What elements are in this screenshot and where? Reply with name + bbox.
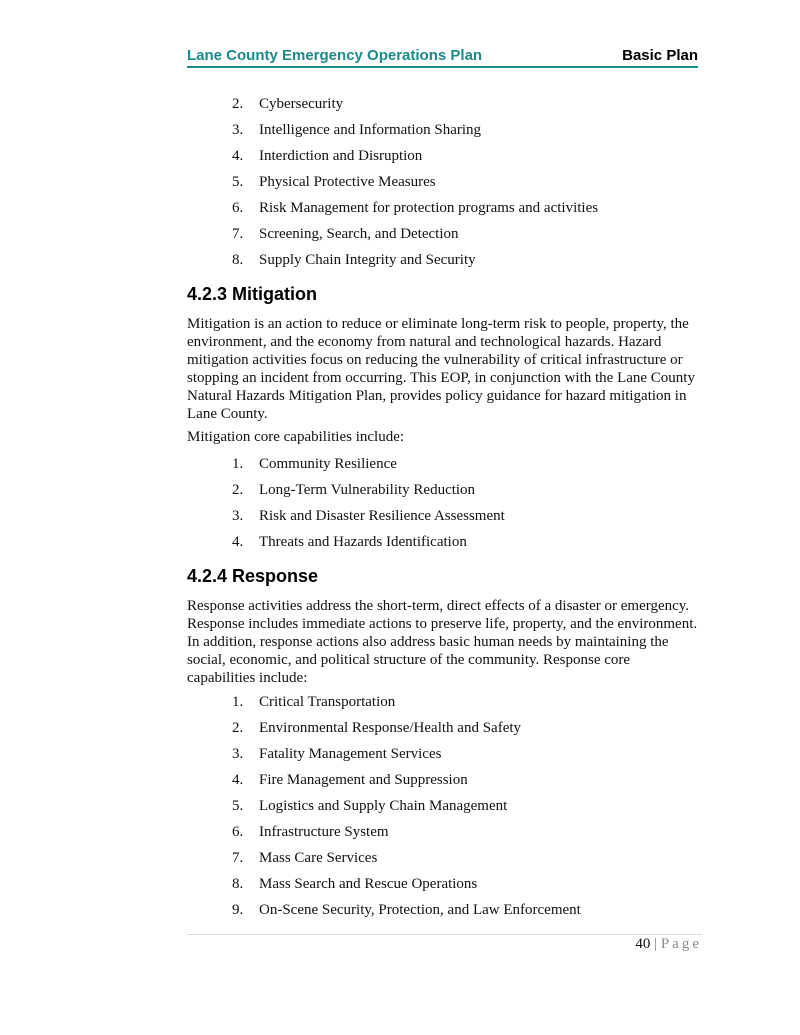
mitigation-paragraph: Mitigation is an action to reduce or eliminate long-term risk to people, property, the environment, and the economy from natural and technological hazards. Hazard mitigation activities focus on reducing the vulnerability of critical infrastructure or stopping an incident from occurring. This EOP, in conjunction with the Lane County Natural Hazards Mitigation Plan, provides policy guidance for hazard mitigation in Lane County. [187, 316, 695, 422]
footer-separator: | [654, 936, 658, 952]
list-item: 3. Intelligence and Information Sharing [232, 122, 482, 138]
list-item: 6. Risk Management for protection programs and activities [232, 200, 599, 216]
section-title: Basic Plan [622, 47, 698, 64]
response-heading: 4.2.4 Response [187, 566, 319, 586]
list-item: 3. Risk and Disaster Resilience Assessment [232, 508, 505, 524]
document-title: Lane County Emergency Operations Plan [187, 47, 483, 64]
response-paragraph: Response activities address the short-term, direct effects of a disaster or emergency. Response includes immediate actions to preserve life, property, and the environment. In addition, response actions also address basic human needs by maintaining the social, economic, and political structure of the community. Response core capabilities include: [187, 598, 698, 686]
list-item: 2. Environmental Response/Health and Safety [232, 720, 522, 736]
list-item: 6. Infrastructure System [232, 824, 389, 840]
list-item: 2. Long-Term Vulnerability Reduction [232, 482, 476, 498]
page-footer [635, 936, 702, 953]
list-item: 2. Cybersecurity [232, 96, 344, 112]
mitigation-heading: 4.2.3 Mitigation [187, 284, 318, 304]
list-item: 5. Physical Protective Measures [232, 174, 436, 190]
page-label: Page [660, 936, 702, 952]
protection-capabilities-list [232, 91, 598, 273]
list-item: 1. Critical Transportation [232, 694, 396, 710]
page-number: 40 [635, 936, 651, 952]
list-item: 7. Screening, Search, and Detection [232, 226, 459, 242]
list-item: 8. Supply Chain Integrity and Security [232, 252, 476, 268]
response-capabilities-list [232, 689, 581, 923]
list-item: 4. Interdiction and Disruption [232, 148, 423, 164]
list-item: 3. Fatality Management Services [232, 746, 442, 762]
list-item: 1. Community Resilience [232, 456, 397, 472]
page-header [187, 46, 698, 68]
list-item: 5. Logistics and Supply Chain Management [232, 798, 508, 814]
list-item: 9. On-Scene Security, Protection, and Law Enforcement [232, 902, 581, 918]
mitigation-intro: Mitigation core capabilities include: [187, 429, 405, 445]
footer-divider [187, 934, 702, 935]
list-item: 8. Mass Search and Rescue Operations [232, 876, 478, 892]
mitigation-capabilities-list [232, 451, 505, 555]
list-item: 4. Threats and Hazards Identification [232, 534, 467, 550]
list-item: 4. Fire Management and Suppression [232, 772, 468, 788]
list-item: 7. Mass Care Services [232, 850, 378, 866]
